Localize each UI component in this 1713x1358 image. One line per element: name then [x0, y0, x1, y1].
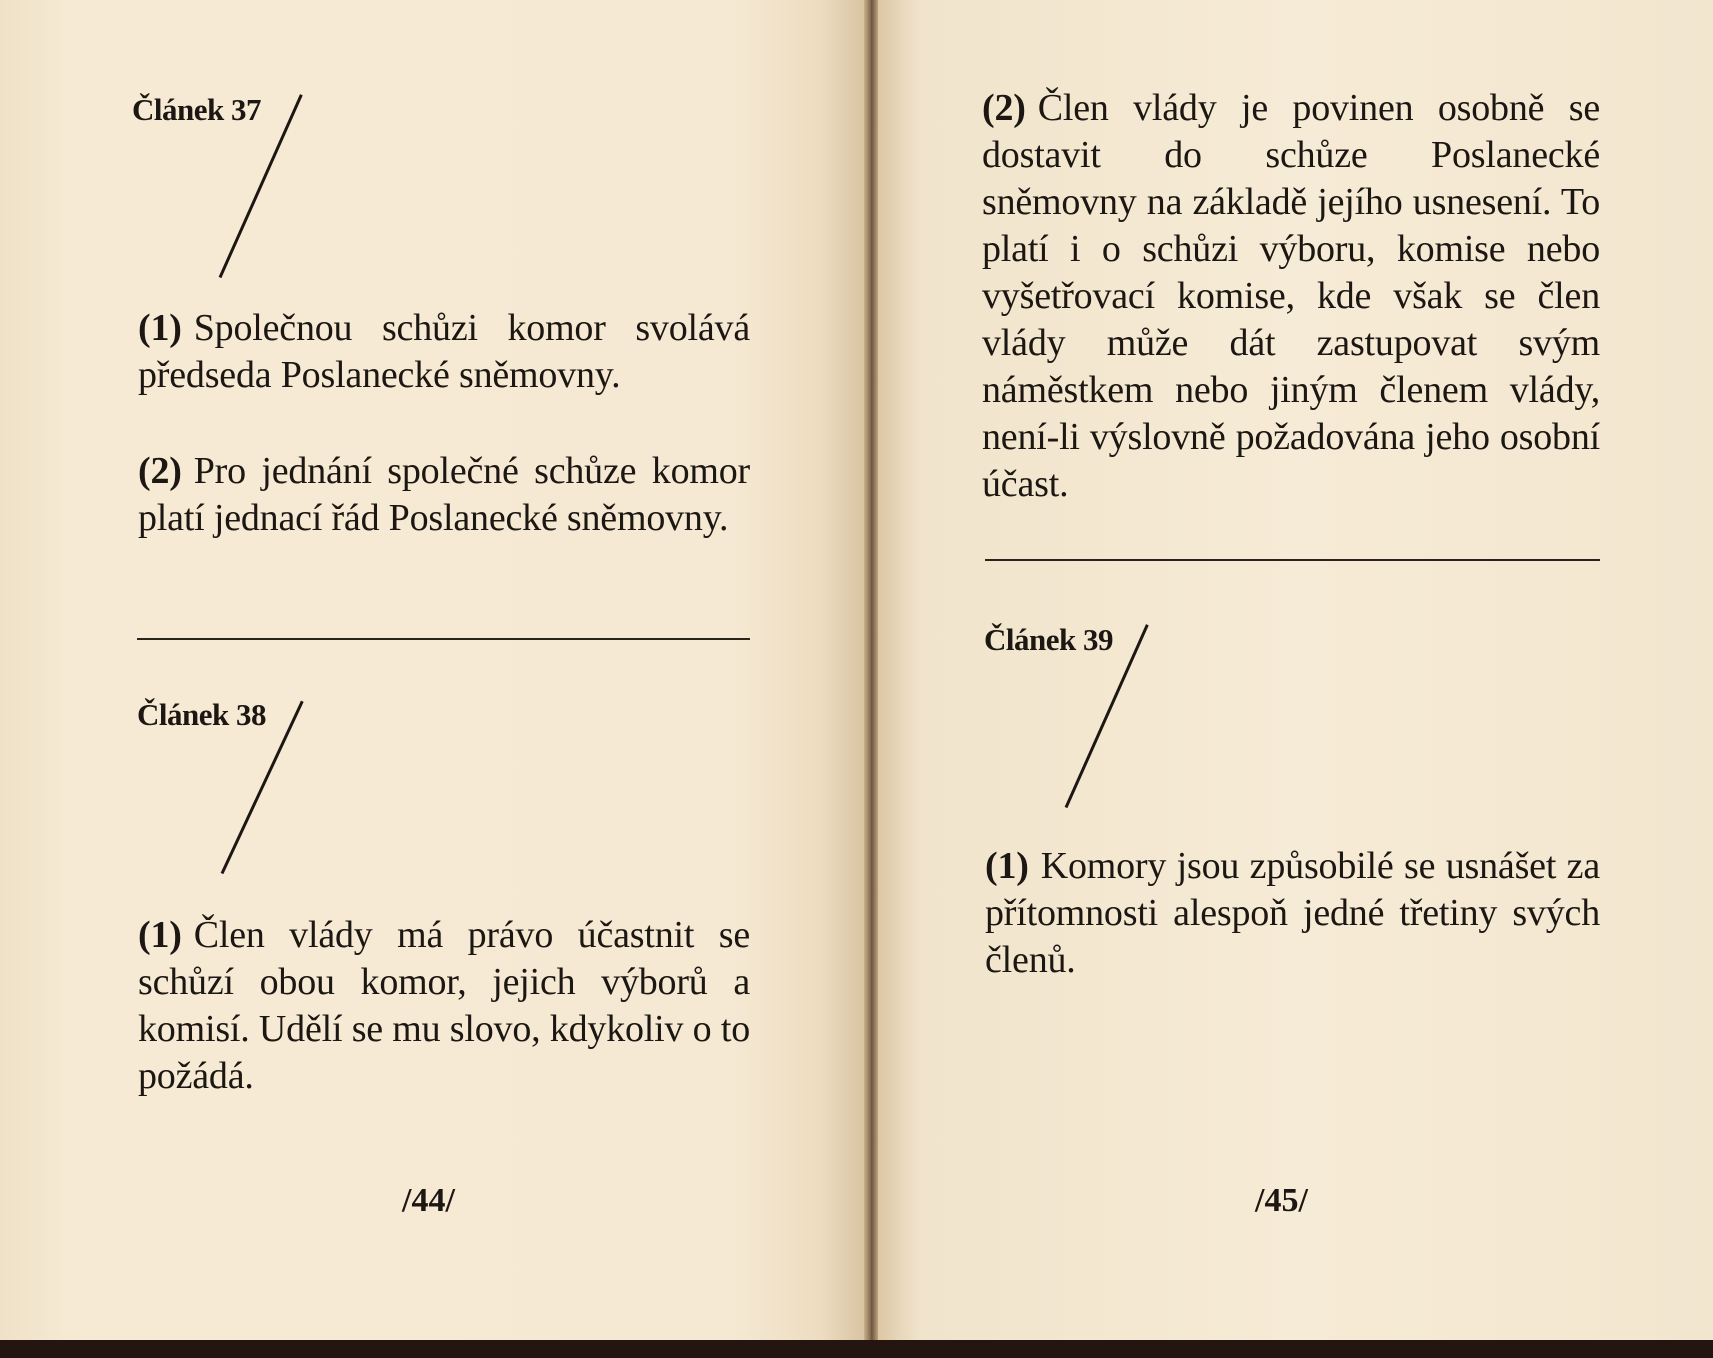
paragraph-number: (1) — [138, 914, 182, 956]
article-37-paragraph-1 — [138, 305, 750, 399]
book-bottom-edge — [0, 1340, 1713, 1358]
right-page — [878, 0, 1713, 1340]
page-number: /45/ — [1255, 1182, 1308, 1219]
article-39-paragraph-1 — [985, 843, 1600, 984]
section-divider — [137, 638, 750, 640]
left-page — [0, 0, 864, 1340]
paragraph-number: (1) — [985, 845, 1029, 887]
section-divider — [985, 559, 1600, 561]
article-39-heading: Článek 39 — [984, 622, 1113, 657]
paragraph-text: Komory jsou způsobilé se usnášet za přítomnosti alespoň jedné třetiny svých členů. — [985, 845, 1600, 981]
paragraph-text: Společnou schůzi komor svolává předseda Poslanecké sněmovny. — [138, 307, 750, 396]
article-37-paragraph-2 — [138, 448, 750, 542]
paragraph-number: (2) — [982, 87, 1026, 129]
article-38-paragraph-1 — [138, 912, 750, 1100]
article-38-paragraph-2 — [982, 85, 1600, 508]
paragraph-text: Člen vlády je povinen osobně se dostavit do schůze Poslanecké sněmovny na základě jejího usnesení. To platí i o schůzi výboru, komise nebo vyšetřovací komise, kde však se člen vlády může dát zastupovat svým náměstkem nebo jiným členem vlády, není-li výslovně požadována jeho osobní účast. — [982, 87, 1600, 505]
paragraph-text: Člen vlády má právo účastnit se schůzí obou komor, jejich výborů a komisí. Udělí se mu slovo, kdykoliv o to požádá. — [138, 914, 750, 1097]
page-number: /44/ — [402, 1182, 455, 1219]
paragraph-number: (1) — [138, 307, 182, 349]
paragraph-number: (2) — [138, 450, 182, 492]
paragraph-text: Pro jednání společné schůze komor platí jednací řád Poslanecké sněmovny. — [138, 450, 750, 539]
article-37-heading: Článek 37 — [132, 92, 261, 127]
article-38-heading: Článek 38 — [137, 697, 266, 732]
book-gutter — [864, 0, 878, 1340]
